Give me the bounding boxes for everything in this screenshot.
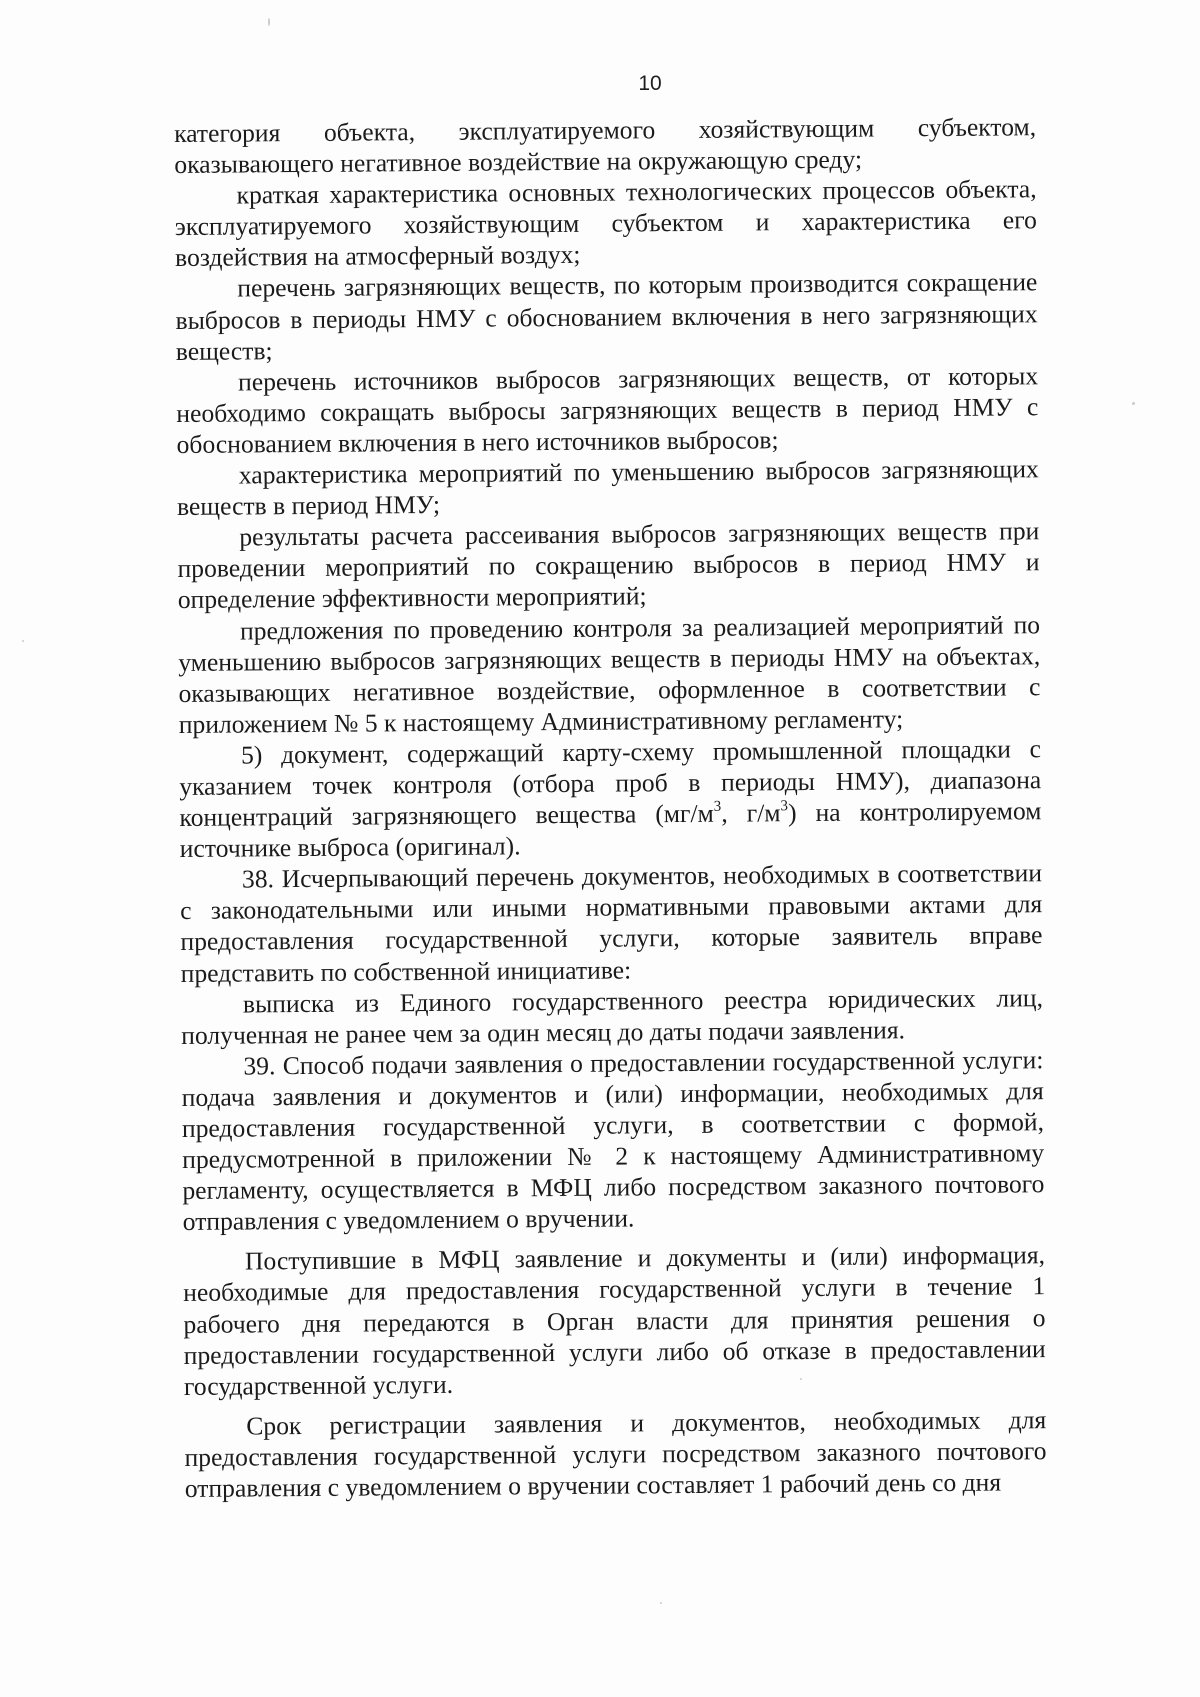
document-body	[174, 111, 1047, 1504]
paragraph-mfc-transfer: Поступившие в МФЦ заявление и документы и (или) информация, необходимые для предоставления государственной услуги в течение 1 рабочего дня передаются в Орган власти для принятия решения о предоставлении государственной услуги либо об отказе в предоставлении государственной услуги.	[183, 1240, 1046, 1401]
paragraph-registry-extract: выписка из Единого государственного реестра юридических лиц, полученная не ранее чем за один месяц до даты подачи заявления.	[181, 982, 1044, 1050]
site-map-text-a: 5) документ, содержащий карту-схему промышленной площадки с указанием точек контроля (отбора проб в периоды НМУ), диапазона концентраций загрязняющего вещества (мг/м	[179, 734, 1042, 833]
superscript-cubic-2: 3	[780, 797, 789, 814]
paragraph-dispersion-results: результаты расчета рассеивания выбросов загрязняющих веществ при проведении мероприятий по сокращению выбросов в период НМУ и определение эффективности мероприятий;	[177, 516, 1040, 615]
paragraph-control-proposals: предложения по проведению контроля за реализацией мероприятий по уменьшению выбросов загрязняющих веществ в периоды НМУ на объектах, оказывающих негативное воздействие, оформленное в соответствии с приложением № 5 к настоящему Административному регламенту;	[178, 609, 1041, 739]
site-map-text-c: ) на контролируемом источнике выброса (оригинал).	[179, 796, 1042, 864]
paragraph-item-38: 38. Исчерпывающий перечень документов, необходимых в соответствии с законодательными или иными нормативными правовыми актами для предоставления государственной услуги, которые заявитель вправе представить по собственной инициативе:	[180, 858, 1043, 988]
scan-speck	[268, 18, 270, 26]
scan-speck	[660, 1602, 662, 1604]
scan-speck	[22, 640, 24, 642]
scan-speck	[800, 1378, 802, 1380]
scan-speck	[1132, 402, 1135, 405]
paragraph-process-description: краткая характеристика основных технологических процессов объекта, эксплуатируемого хозяйствующим субъектом и характеристика его воздействия на атмосферный воздух;	[174, 174, 1037, 273]
paragraph-registration-term: Срок регистрации заявления и документов, необходимых для предоставления государственной услуги посредством заказного почтового отправления с уведомлением о вручении составляет 1 рабочий день со дня	[184, 1405, 1047, 1503]
page-number: 10	[638, 72, 662, 95]
site-map-text-b: , г/м	[721, 798, 781, 828]
paragraph-item-39: 39. Способ подачи заявления о предоставлении государственной услуги: подача заявления и документов и (или) информации, необходимых для предоставления государственной услуги, в соответствии с формой, предусмотренной в приложении № 2 к настоящему Административному регламенту, осуществляется в МФЦ либо посредством заказного почтового отправления с уведомлением о вручении.	[181, 1045, 1045, 1237]
superscript-cubic-1: 3	[713, 798, 722, 815]
paragraph-site-map-document	[179, 733, 1042, 864]
paragraph-emission-sources: перечень источников выбросов загрязняющих веществ, от которых необходимо сокращать выбросы загрязняющих веществ в период НМУ с обоснованием включения в него источников выбросов;	[176, 360, 1039, 459]
paragraph-measures-characteristics: характеристика мероприятий по уменьшению выбросов загрязняющих веществ в период НМУ;	[176, 454, 1039, 522]
paragraph-object-category: категория объекта, эксплуатируемого хозяйствующим субъектом, оказывающего негативное воздействие на окружающую среду;	[174, 112, 1037, 180]
paragraph-pollutant-list: перечень загрязняющих веществ, по которым производится сокращение выбросов в периоды НМУ с обоснованием включения в него загрязняющих веществ;	[175, 267, 1038, 366]
